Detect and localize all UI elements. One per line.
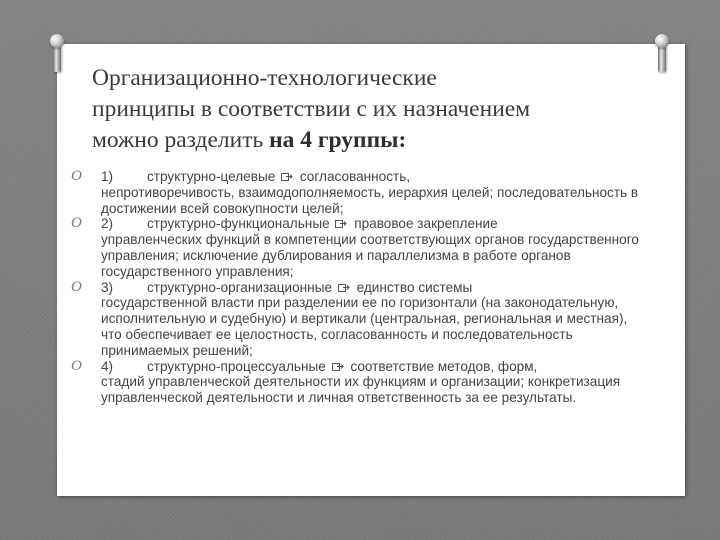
title-line-3: можно разделить <box>92 127 270 153</box>
pushpin-left-icon <box>50 34 64 72</box>
item-text-first: соответствие методов, форм, <box>350 358 538 374</box>
arrow-right-icon <box>281 171 294 182</box>
item-number: 2) <box>101 216 114 232</box>
item-text: непротиворечивость, взаимодополняемость, иерархия целей; последовательность в достижении всей совокупности целей; <box>101 184 639 216</box>
item-text: государственной власти при разделении ее по горизонтали (на законодательную, исполнительную и судебную) и вертикали (центральная, региональная и местная), что обеспечивает ее целостность, согласованность и последовательность принимаемых решений; <box>101 295 628 358</box>
item-number: 3) <box>101 279 114 295</box>
item-text-first: правовое закрепление <box>354 216 498 232</box>
item-category: структурно-организационные <box>147 279 333 295</box>
title-line-2: принципы в соответствии с их назначением <box>92 96 531 122</box>
item-text-first: единство системы <box>356 279 473 295</box>
item-text-first: согласованность, <box>299 169 411 184</box>
bullet-marker-icon: O <box>71 215 82 232</box>
list-item <box>70 216 650 279</box>
item-category: структурно-функциональные <box>147 216 330 232</box>
item-category: структурно-процессуальные <box>147 358 326 374</box>
arrow-right-icon <box>332 361 345 372</box>
item-text: управленческих функций в компетенции соответствующих органов государственного управления; исключение дублирования и параллелизма в работе органов государственного управления; <box>101 232 639 279</box>
bullet-marker-icon: O <box>71 278 82 295</box>
principles-list <box>70 169 650 406</box>
arrow-right-icon <box>338 282 351 293</box>
title-emphasis: на 4 группы: <box>269 127 407 153</box>
pushpin-right-icon <box>655 34 669 72</box>
item-text: стадий управленческой деятельности их функциям и организации; конкретизация управленческой деятельности и личная ответственность за ее результаты. <box>101 374 621 406</box>
item-category: структурно-целевые <box>147 169 276 184</box>
bullet-marker-icon: O <box>71 168 82 184</box>
item-number: 1) <box>101 169 114 184</box>
list-item <box>70 169 650 216</box>
bullet-marker-icon: O <box>71 357 82 374</box>
list-item <box>70 280 650 359</box>
arrow-right-icon <box>335 218 348 229</box>
item-number: 4) <box>101 358 114 374</box>
title-line-1: Организационно-технологические <box>92 65 437 91</box>
slide-title <box>92 63 652 156</box>
list-item <box>70 359 650 406</box>
